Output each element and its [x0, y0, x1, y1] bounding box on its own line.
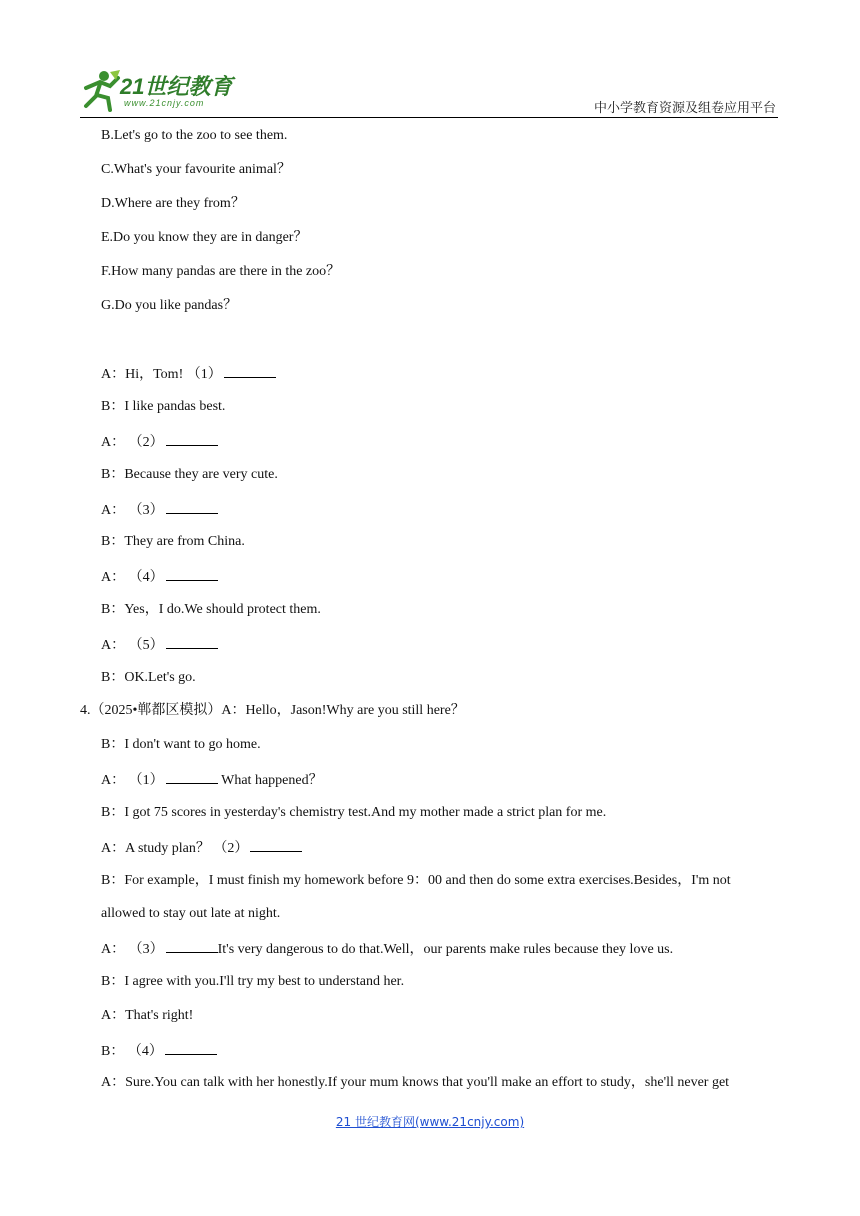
dialogue-text: B：I like pandas best.	[101, 399, 226, 414]
platform-title: 中小学教育资源及组卷应用平台	[593, 101, 776, 116]
dialogue-text: A： （5）	[101, 638, 164, 653]
dialogue-text: A：A study plan？ （2）	[101, 841, 249, 856]
dialogue-text: B：I agree with you.I'll try my best to understand her.	[101, 974, 405, 989]
answer-blank[interactable]	[224, 364, 276, 378]
dialogue-line	[101, 838, 302, 858]
answer-blank[interactable]	[165, 1041, 217, 1055]
dialogue-line	[101, 905, 280, 923]
dialogue-line	[101, 1074, 729, 1092]
page-footer	[0, 1113, 860, 1130]
answer-blank[interactable]	[166, 500, 218, 514]
logo-url: www.21cnjy.com	[124, 98, 205, 108]
dialogue-line	[101, 939, 673, 959]
dialogue-text: A： （1）	[101, 773, 164, 788]
footer-link[interactable]: 21 世纪教育网(www.21cnjy.com)	[335, 1115, 525, 1129]
answer-blank[interactable]	[166, 770, 218, 784]
dialogue-text: A：That's right!	[101, 1008, 194, 1023]
answer-blank[interactable]	[166, 635, 218, 649]
dialogue-line	[101, 973, 404, 991]
dialogue-text: B： （4）	[101, 1044, 163, 1059]
dialogue-line	[101, 601, 321, 619]
option-e: E.Do you know they are in danger？	[101, 230, 308, 245]
dialogue-line	[101, 770, 323, 790]
option-c: C.What's your favourite animal？	[101, 162, 291, 177]
dialogue-text: A： （4）	[101, 570, 164, 585]
dialogue-text: B：I got 75 scores in yesterday's chemistry test.And my mother made a strict plan for me.	[101, 805, 607, 820]
dialogue-text: B：OK.Let's go.	[101, 670, 196, 685]
option-d: D.Where are they from？	[101, 196, 245, 211]
option-f: F.How many pandas are there in the zoo？	[101, 264, 341, 279]
dialogue-text: B：Because they are very cute.	[101, 467, 278, 482]
logo-text: 21世纪教育	[120, 74, 233, 99]
dialogue-line	[101, 635, 218, 655]
brand-logo	[80, 68, 250, 118]
dialogue-text: B：For example，I must finish my homework before 9：00 and then do some extra exercises.Besides，I'm not	[101, 873, 731, 888]
dialogue-text: B：They are from China.	[101, 534, 245, 549]
dialogue-text: B：Yes，I do.We should protect them.	[101, 602, 321, 617]
dialogue-text: A： （3）	[101, 503, 164, 518]
option-g: G.Do you like pandas？	[101, 298, 238, 313]
dialogue-line	[101, 1007, 193, 1025]
dialogue-line	[101, 567, 218, 587]
answer-blank[interactable]	[250, 838, 302, 852]
dialogue-text: A： （2）	[101, 435, 164, 450]
answer-blank[interactable]	[166, 567, 218, 581]
answer-blank[interactable]	[166, 432, 218, 446]
runner-logo-icon	[80, 68, 122, 112]
page-header	[80, 68, 778, 120]
dialogue-text: It's very dangerous to do that.Well，our parents make rules because they love us.	[217, 942, 674, 957]
dialogue-line	[101, 669, 196, 687]
dialogue-line	[101, 364, 276, 384]
dialogue-text: What happened？	[217, 773, 323, 788]
header-divider	[80, 117, 778, 118]
dialogue-line	[101, 804, 606, 822]
dialogue-line	[101, 398, 225, 416]
dialogue-line	[101, 432, 218, 452]
dialogue-line	[101, 466, 278, 484]
option-b: B.Let's go to the zoo to see them.	[101, 128, 288, 143]
dialogue-text: B：I don't want to go home.	[101, 737, 261, 752]
dialogue-line	[101, 500, 218, 520]
dialogue-text: allowed to stay out late at night.	[101, 906, 281, 921]
dialogue-line	[101, 872, 731, 890]
dialogue-text: A：Hi，Tom! （1）	[101, 367, 222, 382]
dialogue-line	[101, 1041, 217, 1061]
dialogue-text: A：Sure.You can talk with her honestly.If your mum knows that you'll make an effort to study，she'll never get	[101, 1075, 730, 1090]
dialogue-line	[101, 533, 245, 551]
dialogue-text: A： （3）	[101, 942, 164, 957]
answer-blank[interactable]	[166, 939, 218, 953]
question-4-stem: 4.（2025•郸都区模拟）A：Hello，Jason!Why are you still here？	[80, 703, 465, 718]
dialogue-line	[101, 736, 261, 754]
